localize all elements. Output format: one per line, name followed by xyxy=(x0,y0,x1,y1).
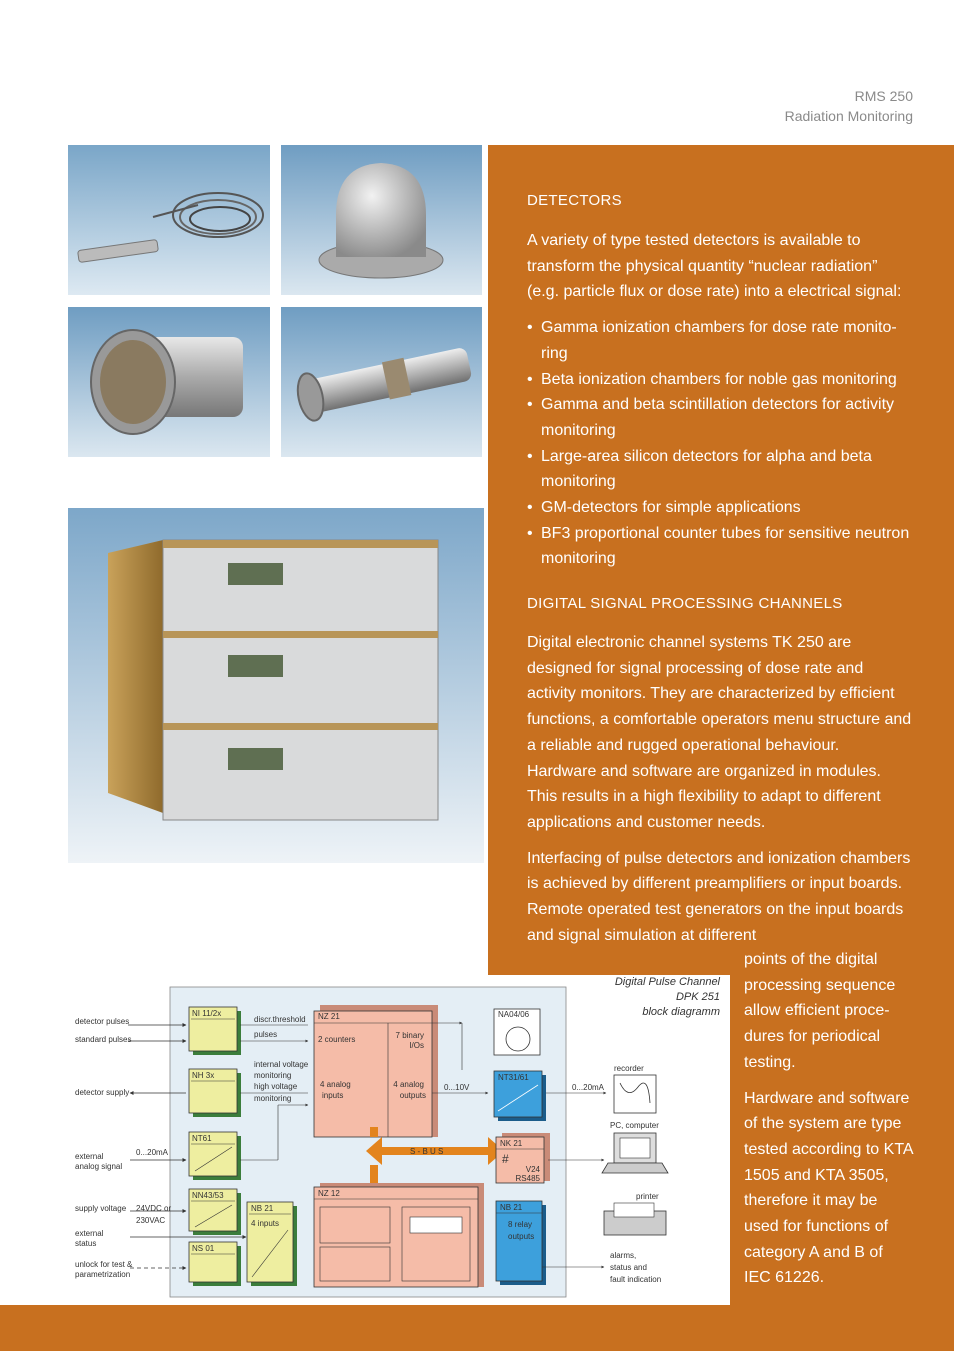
dsp-paragraph-2-cont: points of the digital processing sequence allow efficient proce-dures for periodical testing. xyxy=(744,951,896,1071)
signal-ma-in: 0...20mA xyxy=(136,1148,169,1157)
label-pc: PC, computer xyxy=(610,1121,659,1130)
list-item: • Gamma and beta scintillation detectors for activity monitoring xyxy=(527,392,912,443)
dsp-paragraph-1: Digital electronic channel systems TK 250 are designed for signal processing of dose rate and activity monitors. They are characterized by efficient functions, a comfortable operators menu structure and a reliable and rugged operational behaviour. Hardware and software are organized in modules. This results in a high flexibility to adapt to different applications and customer needs. xyxy=(527,634,912,831)
nz21-analog-in-1: 4 analog xyxy=(320,1080,351,1089)
detectors-text xyxy=(527,228,912,572)
label-recorder: recorder xyxy=(614,1064,644,1073)
module-nz12: NZ 12 xyxy=(318,1189,340,1198)
module-nt61: NT61 xyxy=(192,1134,212,1143)
label-unlock-1: unlock for test & xyxy=(75,1260,133,1269)
module-nb21-inputs: NB 21 xyxy=(251,1204,274,1213)
label-alarms-2: status and xyxy=(610,1263,647,1272)
nb21-relays-sub-2: outputs xyxy=(508,1232,535,1241)
label-unlock-2: parametrization xyxy=(75,1270,131,1279)
dsp-heading: DIGITAL SIGNAL PROCESSING CHANNELS xyxy=(527,595,843,612)
list-item: • GM-detectors for simple applications xyxy=(527,495,912,521)
dsp-text xyxy=(527,630,912,948)
module-nz21: NZ 21 xyxy=(318,1012,340,1021)
footer-bar xyxy=(0,1305,954,1351)
list-item: • Gamma ionization chambers for dose rate monito-ring xyxy=(527,315,912,366)
label-alarms-3: fault indication xyxy=(610,1275,662,1284)
detectors-heading: DETECTORS xyxy=(527,192,622,209)
module-nt31: NT31/61 xyxy=(498,1073,529,1082)
diagram-title-3: block diagramm xyxy=(642,1006,720,1018)
nz21-analog-out-2: outputs xyxy=(399,1091,426,1100)
dsp-paragraph-3: Hardware and software of the system are type tested according to KTA 1505 and KTA 3505, therefore it may be used for functions of category A and B of IEC 61226. xyxy=(744,1089,913,1287)
module-nn: NN43/53 xyxy=(192,1191,224,1200)
nk21-v24: V24 xyxy=(525,1165,540,1174)
photo-flange-detector xyxy=(68,307,270,457)
header-subtitle: Radiation Monitoring xyxy=(784,108,913,124)
signal-high-voltage: high voltage xyxy=(254,1082,298,1091)
nz21-analog-out-1: 4 analog xyxy=(393,1080,424,1089)
label-alarms-1: alarms, xyxy=(610,1251,637,1260)
block-diagram xyxy=(68,975,730,1305)
signal-monitoring-1: monitoring xyxy=(254,1071,292,1080)
dsp-paragraph-2: Interfacing of pulse detectors and ionization chambers is achieved by different preamplifiers or input boards. Remote operated test generators on the input boards and signal simulation at different xyxy=(527,849,911,944)
label-detector-pulses: detector pulses xyxy=(75,1017,130,1026)
module-ns: NS 01 xyxy=(192,1244,215,1253)
photo-cable-detector xyxy=(68,145,270,295)
module-nb21-relays: NB 21 xyxy=(500,1203,523,1212)
signal-discr-threshold: discr.threshold xyxy=(254,1015,306,1024)
label-standard-pulses: standard pulses xyxy=(75,1035,132,1044)
diagram-title-2: DPK 251 xyxy=(675,991,720,1003)
list-item: • BF3 proportional counter tubes for sensitive neutron monitoring xyxy=(527,521,912,572)
detectors-list xyxy=(527,315,912,572)
module-ni: NI 11/2x xyxy=(192,1009,222,1018)
label-detector-supply: detector supply xyxy=(75,1088,130,1097)
module-nh: NH 3x xyxy=(192,1071,215,1080)
diagram-title-1: Digital Pulse Channel xyxy=(614,976,720,988)
nk21-hash: # xyxy=(502,1152,509,1166)
label-printer: printer xyxy=(636,1192,659,1201)
label-external-status-2: status xyxy=(75,1239,97,1248)
header-product: RMS 250 xyxy=(854,88,913,104)
signal-pulses: pulses xyxy=(254,1030,278,1039)
page-header xyxy=(785,86,913,126)
signal-monitoring-2: monitoring xyxy=(254,1094,292,1103)
nb21-relays-sub-1: 8 relay xyxy=(508,1220,533,1229)
label-external-status-1: external xyxy=(75,1229,104,1238)
detectors-intro: A variety of type tested detectors is available to transform the physical quantity “nuclear radiation” (e.g. particle flux or dose rate) into a electrical signal: xyxy=(527,232,902,301)
sbus-label: S - B U S xyxy=(410,1147,444,1156)
label-external-analog-2: analog signal xyxy=(75,1162,123,1171)
nz21-binary-1: 7 binary xyxy=(395,1031,424,1040)
nz21-analog-in-2: inputs xyxy=(322,1091,344,1100)
signal-supply-1: 24VDC or xyxy=(136,1204,172,1213)
list-item: • Large-area silicon detectors for alpha and beta monitoring xyxy=(527,444,912,495)
module-nk21: NK 21 xyxy=(500,1139,523,1148)
dsp-text-lower xyxy=(741,947,913,1291)
photo-rack-system xyxy=(68,508,484,863)
signal-internal-voltage: internal voltage xyxy=(254,1060,309,1069)
module-nb21-inputs-sub: 4 inputs xyxy=(251,1219,280,1228)
list-item: • Beta ionization chambers for noble gas monitoring xyxy=(527,367,912,393)
nz21-counters: 2 counters xyxy=(318,1035,356,1044)
photo-tube-detector xyxy=(281,307,482,457)
signal-v-out: 0...10V xyxy=(444,1083,470,1092)
module-na: NA04/06 xyxy=(498,1010,530,1019)
label-external-analog-1: external xyxy=(75,1152,104,1161)
label-supply-voltage: supply voltage xyxy=(75,1204,127,1213)
nk21-rs485: RS485 xyxy=(515,1174,540,1183)
nz21-binary-2: I/Os xyxy=(409,1041,424,1050)
signal-supply-2: 230VAC xyxy=(136,1216,166,1225)
signal-ma-out: 0...20mA xyxy=(572,1083,605,1092)
photo-dome-detector xyxy=(281,145,482,295)
